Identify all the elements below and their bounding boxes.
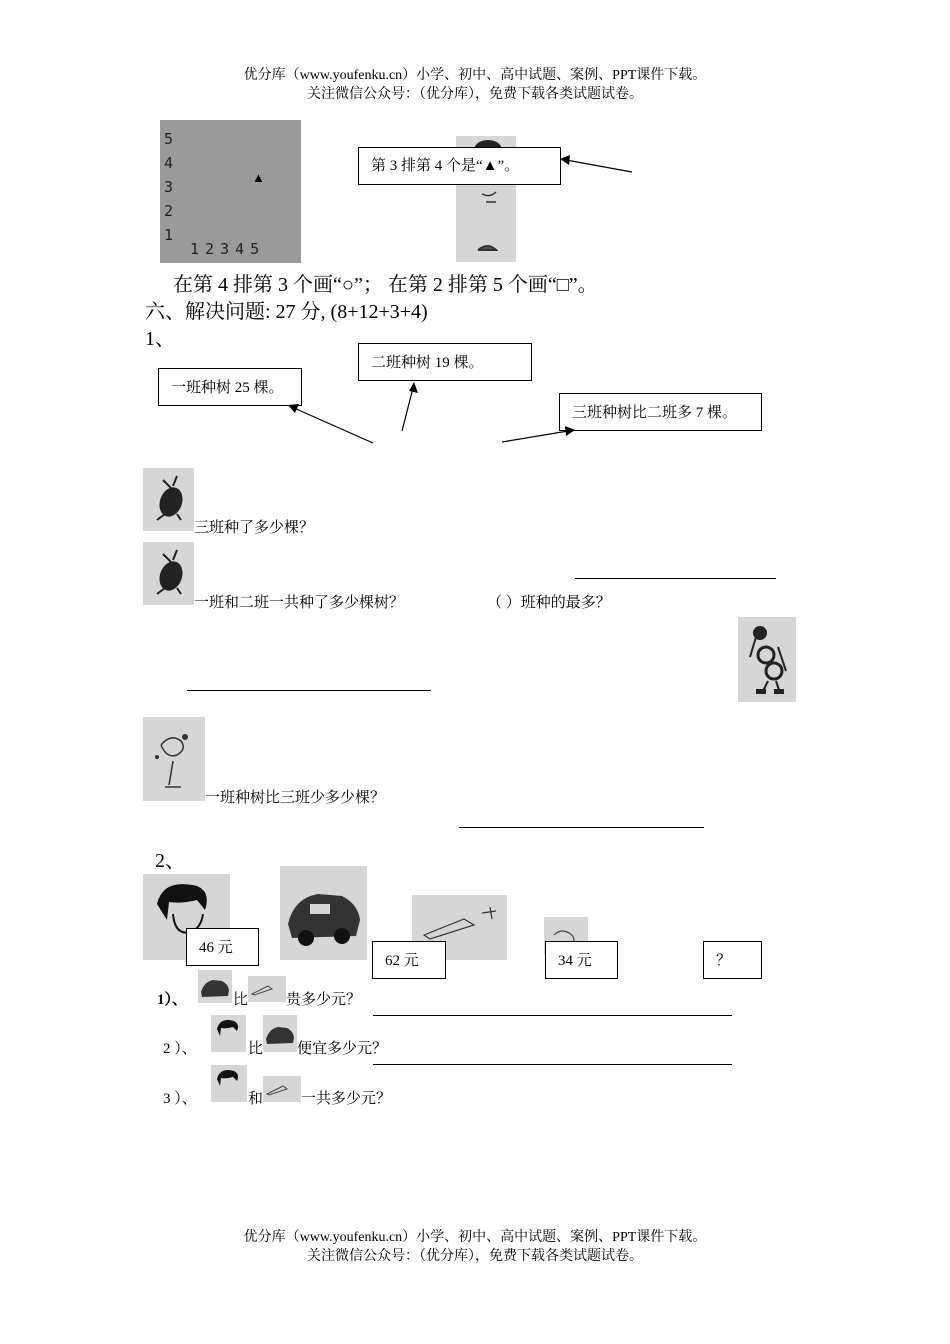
price-1: 46 元 (199, 940, 233, 956)
sub2-girl-thumb (211, 1015, 246, 1052)
question-1-label: 1、 (145, 328, 175, 350)
col-number-2: 2 (205, 240, 221, 258)
sub1-car-thumb (198, 970, 232, 1003)
col-number-3: 3 (220, 240, 236, 258)
answer-line-sub1 (373, 1015, 732, 1016)
car-icon (263, 1015, 297, 1052)
sub3-compare: 和 (248, 1091, 264, 1107)
sub1-question: 贵多少元？ (286, 992, 362, 1008)
plane-sketch-icon (263, 1076, 301, 1102)
question-most-trees: （ ）班种的最多？ (487, 595, 611, 611)
row-number-4: 4 (164, 154, 174, 172)
sub3-plane-thumb (263, 1076, 301, 1102)
draw-instruction: 在第 4 排第 3 个画“○”； 在第 2 排第 5 个画“□”。 (173, 274, 598, 296)
answer-line-b (187, 690, 431, 691)
sub1-compare: 比 (233, 992, 249, 1008)
sub2-compare: 比 (248, 1041, 264, 1057)
box-class1-text: 一班种树 25 棵。 (171, 380, 284, 396)
bug-icon (143, 468, 194, 531)
price-box-3 (545, 941, 618, 979)
bug-image-b (143, 542, 194, 605)
sub2-car-thumb (263, 1015, 297, 1052)
car-image (280, 866, 367, 960)
answer-line-sub2 (373, 1064, 732, 1065)
question-class1-class2-sum: 一班和二班一共种了多少棵树？ (194, 595, 405, 611)
row-number-1: 1 (164, 226, 174, 244)
col-number-5: 5 (250, 240, 266, 258)
callout-triangle-text: 第 3 排第 4 个是“▲”。 (371, 158, 520, 174)
car-icon (198, 970, 232, 1003)
girl-face-icon (211, 1015, 246, 1052)
price-2: 62 元 (385, 953, 419, 969)
row-number-2: 2 (164, 202, 174, 220)
triangle-marker: ▲ (252, 170, 265, 185)
question-class3-total: 三班种了多少棵？ (194, 520, 315, 536)
sub1-plane-thumb (248, 976, 286, 1002)
box-class3-text: 三班种树比二班多 7 棵。 (572, 405, 738, 421)
price-3: 34 元 (558, 953, 592, 969)
sub2-question: 便宜多少元？ (297, 1041, 388, 1057)
ant-image (738, 617, 796, 702)
sub3-question: 一共多少元？ (301, 1091, 392, 1107)
answer-line-a (575, 578, 776, 579)
price-box-4 (703, 941, 762, 979)
col-number-1: 1 (190, 240, 206, 258)
sub3-girl-thumb (211, 1065, 247, 1102)
section-six-title: 六、解决问题: 27 分, (8+12+3+4) (145, 301, 428, 323)
box-class2-text: 二班种树 19 棵。 (371, 355, 484, 371)
answer-line-c (459, 827, 704, 828)
ant-icon (738, 617, 796, 702)
flower-sketch-icon (143, 717, 205, 801)
car-icon (280, 866, 367, 960)
question-class1-less-class3: 一班种树比三班少多少棵？ (205, 790, 386, 806)
question-2-label: 2、 (155, 850, 185, 872)
bug-image-a (143, 468, 194, 531)
bug-icon (143, 542, 194, 605)
sub2-number: 2 ）、 (163, 1041, 197, 1057)
footer-line-1: 优分库（www.youfenku.cn）小学、初中、高中试题、案例、PPT课件下载。 (243, 1230, 707, 1245)
header-line-2: 关注微信公众号：（优分库），免费下载各类试题试卷。 (307, 87, 643, 102)
col-number-4: 4 (235, 240, 251, 258)
price-box-2 (372, 941, 446, 979)
girl-face-icon (211, 1065, 247, 1102)
header-line-1: 优分库（www.youfenku.cn）小学、初中、高中试题、案例、PPT课件下载。 (243, 68, 707, 83)
sub3-number: 3 ）、 (163, 1091, 197, 1107)
sub1-number: 1）、 (157, 992, 188, 1008)
q1-arrows (0, 0, 950, 460)
flower-image (143, 717, 205, 801)
footer-line-2: 关注微信公众号：（优分库），免费下载各类试题试卷。 (307, 1249, 643, 1264)
price-4: ？ (716, 953, 732, 969)
row-number-3: 3 (164, 178, 174, 196)
plane-sketch-icon (248, 976, 286, 1002)
row-number-5: 5 (164, 130, 174, 148)
price-box-1 (186, 928, 259, 966)
